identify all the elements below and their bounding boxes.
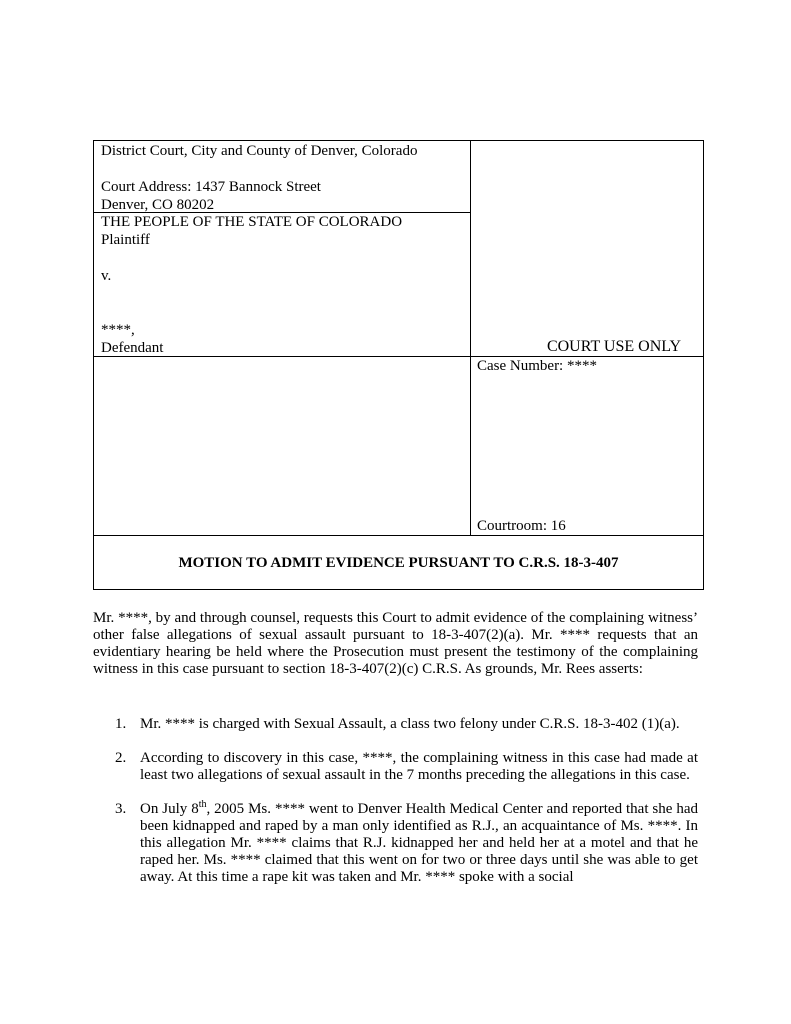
defendant-role: Defendant [101, 340, 164, 356]
item-number: 1. [115, 716, 127, 732]
defendant-name: ****, [101, 322, 135, 338]
caption-divider-title [94, 535, 703, 536]
court-address-line2: Denver, CO 80202 [101, 197, 215, 213]
court-address-line1: Court Address: 1437 Bannock Street [101, 179, 321, 195]
list-item [93, 801, 698, 886]
courtroom: Courtroom: 16 [477, 518, 566, 534]
item-number: 2. [115, 750, 127, 766]
court-use-only-label: COURT USE ONLY [546, 338, 681, 355]
case-number: Case Number: **** [477, 358, 597, 374]
versus: v. [101, 268, 112, 284]
court-name: District Court, City and County of Denver, Colorado [101, 143, 418, 159]
item-text: Mr. **** is charged with Sexual Assault, a class two felony under C.R.S. 18-3-402 (1)(a). [140, 716, 680, 732]
ordinal-superscript: th [198, 799, 207, 810]
list-item [93, 750, 698, 784]
plaintiff-name: THE PEOPLE OF THE STATE OF COLORADO [101, 214, 403, 230]
intro-paragraph: Mr. ****, by and through counsel, requests this Court to admit evidence of the complaining witness’ other false allegations of sexual assault pursuant to 18-3-407(2)(a). Mr. **** requests that an evidentiary hearing be held where the Prosecution must present the testimony of the complaining witness in this case pursuant to section 18-3-407(2)(c) C.R.S. As grounds, Mr. Rees asserts: [93, 610, 698, 677]
item-number: 3. [115, 801, 127, 817]
allegations-list [93, 716, 698, 903]
list-item [93, 716, 698, 733]
plaintiff-role: Plaintiff [101, 232, 150, 248]
case-caption-box [93, 140, 704, 590]
item-text-start: On July 8 [140, 801, 199, 817]
caption-vertical-divider [470, 141, 471, 536]
parties-block [101, 213, 402, 357]
motion-title: MOTION TO ADMIT EVIDENCE PURSUANT TO C.R.S. 18-3-407 [178, 555, 619, 571]
court-info [101, 142, 417, 214]
item-text-rest: , 2005 Ms. **** went to Denver Health Medical Center and reported that she had been kidnapped and raped by a man only identified as R.J., an acquaintance of Ms. ****. In this allegation Mr. **** claims that R.J. kidnapped her and held her at a motel and that he raped her. Ms. **** claimed that this went on for two or three days until she was able to get away. At this time a rape kit was taken and Mr. **** spoke with a social [140, 801, 699, 885]
item-text: According to discovery in this case, ****, the complaining witness in this case had made at least two allegations of sexual assault in the 7 months preceding the allegations in this case. [140, 750, 698, 783]
